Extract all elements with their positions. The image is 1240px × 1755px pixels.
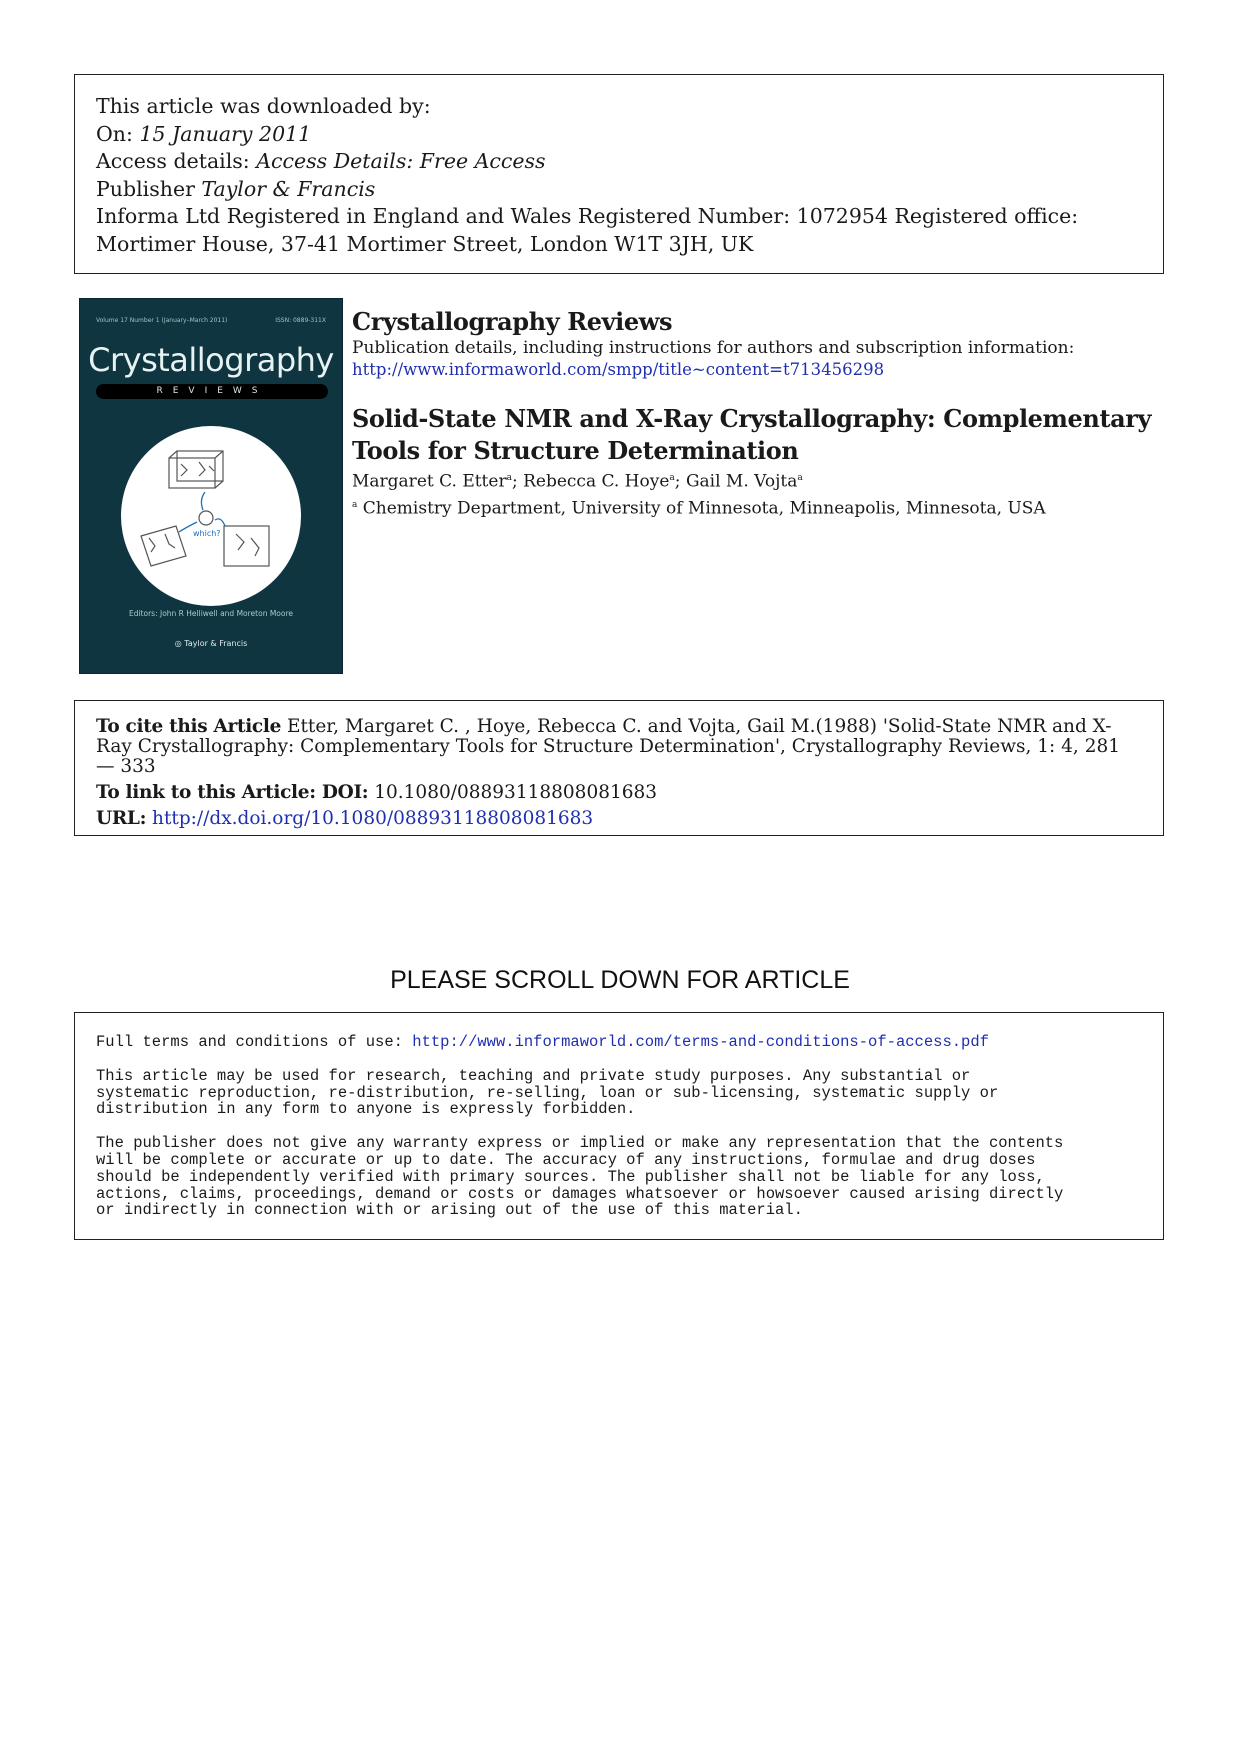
terms-url-line: Full terms and conditions of use: http://www.informaworld.com/terms-and-conditions-of-access.pdf — [96, 1033, 989, 1051]
cover-publisher-logo: ◎ Taylor & Francis — [174, 639, 248, 648]
author-name: Margaret C. Etter — [352, 471, 507, 492]
author-name: Rebecca C. Hoye — [523, 471, 670, 492]
journal-cover-image — [79, 298, 343, 674]
crystal-structure-icon — [121, 426, 301, 606]
cover-title: Crystallography — [88, 341, 334, 379]
cover-issn: ISSN: 0889-311X — [275, 317, 326, 324]
download-date: 15 January 2011 — [139, 121, 312, 146]
cover-crystal-illustration — [121, 426, 301, 606]
citation-text: To cite this Article Etter, Margaret C. , Hoye, Rebecca C. and Vojta, Gail M.(1988) 'Solid-State NMR and X-Ray Crystallography: Complementary Tools for Structure Determination', Crystallography Reviews, 1: 4, 281 — 333 — [96, 716, 1121, 777]
doi-value: 10.1080/08893118808081683 — [374, 782, 658, 803]
cover-subtitle: REVIEWS — [96, 384, 328, 399]
access-details-line: Access details: Access Details: Free Access — [96, 149, 546, 173]
terms-disclaimer-paragraph: The publisher does not give any warranty express or implied or make any representation that the contents will be complete or accurate or up to date. The accuracy of any instructions, formulae and drug doses should be independently verified with primary sources. The publisher shall not be liable for any loss, actions, claims, proceedings, demand or costs or damages whatsoever or howsoever caused arising directly or indirectly in connection with or arising out of the use of this material. — [96, 1134, 1064, 1220]
affiliation: $^a$ Chemistry Department, University of Minnesota, Minneapolis, Minnesota, USA — [352, 498, 1046, 519]
article-title: Solid-State NMR and X-Ray Crystallography: Complementary Tools for Structure Determination — [352, 404, 1152, 465]
citation-box — [74, 700, 1164, 836]
registration-info: Informa Ltd Registered in England and Wales Registered Number: 1072954 Registered office: Mortimer House, 37-41 Mortimer Street, London W1T 3JH, UK — [96, 204, 1079, 256]
journal-name: Crystallography Reviews — [352, 307, 673, 336]
author-list: Margaret C. Etter$^a$; Rebecca C. Hoye$^a$; Gail M. Vojta$^a$ — [352, 471, 803, 492]
terms-box — [74, 1012, 1164, 1240]
terms-usage-paragraph: This article may be used for research, teaching and private study purposes. Any substantial or systematic reproduction, re-distribution, re-selling, loan or sub-licensing, systematic supply or distribution in any form to anyone is expressly forbidden. — [96, 1066, 999, 1119]
cover-volume: Volume 17 Number 1 (January–March 2011) — [96, 317, 228, 324]
cover-which-label: which? — [193, 529, 221, 538]
publisher-line: Publisher Taylor & Francis — [96, 176, 376, 201]
download-date-line: On: 15 January 2011 — [96, 121, 312, 146]
url-line: URL: http://dx.doi.org/10.1080/08893118808081683 — [96, 808, 594, 829]
terms-url-link[interactable]: http://www.informaworld.com/terms-and-conditions-of-access.pdf — [412, 1033, 989, 1051]
cover-editors: Editors: John R Helliwell and Moreton Moore — [128, 609, 294, 618]
journal-url-link[interactable]: http://www.informaworld.com/smpp/title~content=t713456298 — [352, 360, 885, 379]
publisher-name: Taylor & Francis — [201, 176, 376, 201]
journal-info — [352, 307, 1172, 520]
doi-line: To link to this Article: DOI: 10.1080/08893118808081683 — [96, 782, 658, 803]
downloaded-by-line: This article was downloaded by: — [96, 94, 431, 118]
publication-details: Publication details, including instructions for authors and subscription information: — [352, 338, 1075, 358]
download-info-box — [74, 74, 1164, 274]
access-details: Access Details: Free Access — [256, 149, 546, 173]
doi-url-link[interactable]: http://dx.doi.org/10.1080/08893118808081683 — [152, 808, 594, 829]
scroll-down-notice: PLEASE SCROLL DOWN FOR ARTICLE — [390, 966, 850, 994]
author-name: Gail M. Vojta — [685, 471, 798, 492]
